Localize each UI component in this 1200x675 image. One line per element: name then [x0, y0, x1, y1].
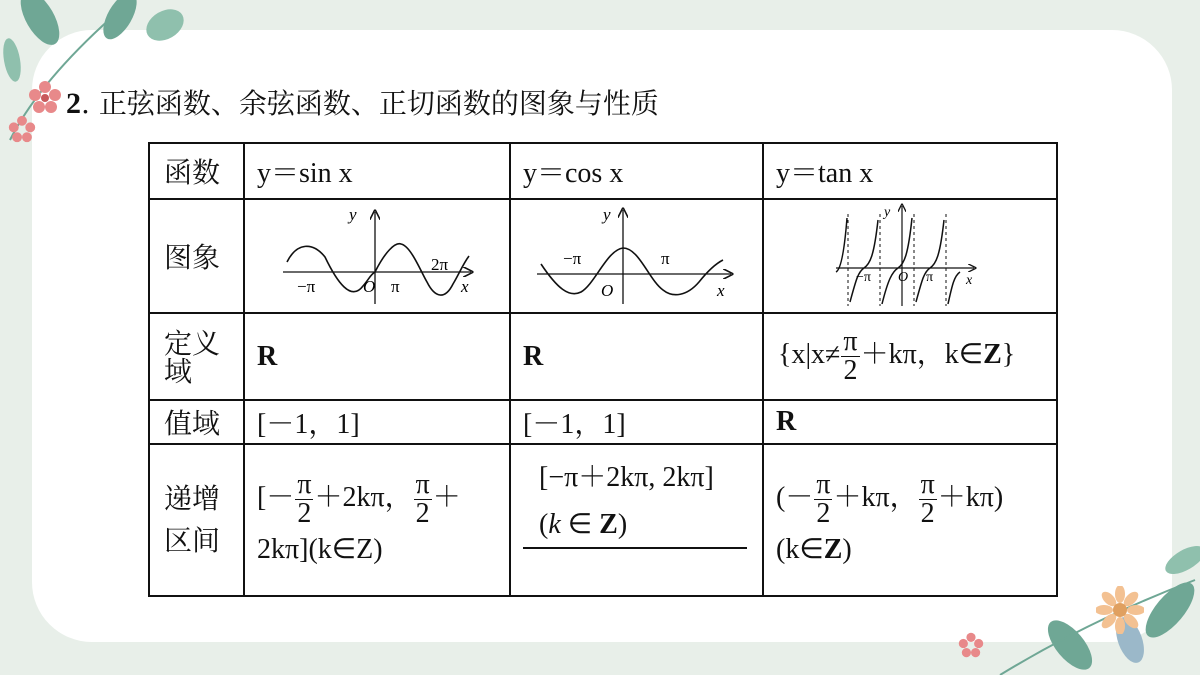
increasing-tan: (－ $\frac{\pi}{2}$ ＋kπ， $\frac{\pi}{2}$ ＋kπ) (k∈Z) [763, 444, 1057, 596]
flower-icon [8, 115, 36, 143]
tan-neg-pi-label: −π [856, 270, 871, 285]
tan-graph [764, 200, 1056, 312]
increasing-sin: [－ $\frac{\pi}{2}$ ＋2kπ， $\frac{\pi}{2}$ ＋ 2kπ](k∈Z) [244, 444, 510, 596]
header-sin: y＝sin x [244, 143, 510, 199]
range-tan: R [763, 400, 1057, 444]
sin-origin-label: O [363, 277, 376, 296]
flower-icon [28, 80, 62, 114]
row-domain [149, 313, 1057, 400]
tan-x-label: x [966, 273, 973, 288]
range-sin: [－1，1] [244, 400, 510, 444]
row-label-increasing-text: 递增区间 [164, 482, 221, 557]
flower-icon [958, 632, 984, 658]
sin-pi-label: π [391, 277, 400, 296]
tan-pi-label: π [926, 270, 934, 285]
increasing-cos-line1: [−π＋2kπ, 2kπ] [539, 462, 714, 493]
sunflower-icon [1096, 586, 1144, 634]
row-label-range: 值域 [149, 400, 244, 444]
cos-graph-cell [510, 199, 763, 313]
row-range [149, 400, 1057, 444]
tan-y-label: y [884, 205, 891, 220]
sin-y-label: y [349, 205, 357, 224]
answer-underline [523, 547, 747, 549]
trig-properties-table [148, 142, 1058, 597]
range-cos: [－1，1] [510, 400, 763, 444]
tan-graph-cell [763, 199, 1057, 313]
domain-cos: R [510, 313, 763, 400]
sin-neg-pi-label: −π [297, 277, 316, 296]
increasing-cos [510, 444, 763, 596]
row-label-domain [149, 313, 244, 400]
row-increasing [149, 444, 1057, 596]
increasing-cos-line2: (k ∈ Z) [539, 509, 628, 540]
row-label-graph: 图象 [149, 199, 244, 313]
cos-origin-label: O [601, 281, 614, 300]
sin-graph [245, 200, 509, 312]
row-label-increasing [149, 444, 244, 596]
cos-neg-pi-label: −π [563, 249, 582, 268]
sin-x-label: x [461, 277, 469, 296]
row-label-domain-text: 定义域 [164, 326, 221, 388]
cos-graph [511, 200, 762, 312]
domain-sin: R [244, 313, 510, 400]
sin-graph-cell [244, 199, 510, 313]
cos-x-label: x [717, 281, 725, 300]
cos-y-label: y [603, 205, 611, 224]
page-title: 2. 正弦函数、余弦函数、正切函数的图象与性质 [66, 87, 659, 120]
row-label-function: 函数 [149, 143, 244, 199]
row-function [149, 143, 1057, 199]
cos-pi-label: π [661, 249, 670, 268]
header-tan: y＝tan x [763, 143, 1057, 199]
domain-tan: {x|x≠ $\frac{\pi}{2}$ ＋kπ，k∈Z} [763, 313, 1057, 400]
sin-2pi-label: 2π [431, 255, 449, 274]
tan-origin-label: O [898, 270, 909, 285]
header-cos: y＝cos x [510, 143, 763, 199]
row-graph [149, 199, 1057, 313]
